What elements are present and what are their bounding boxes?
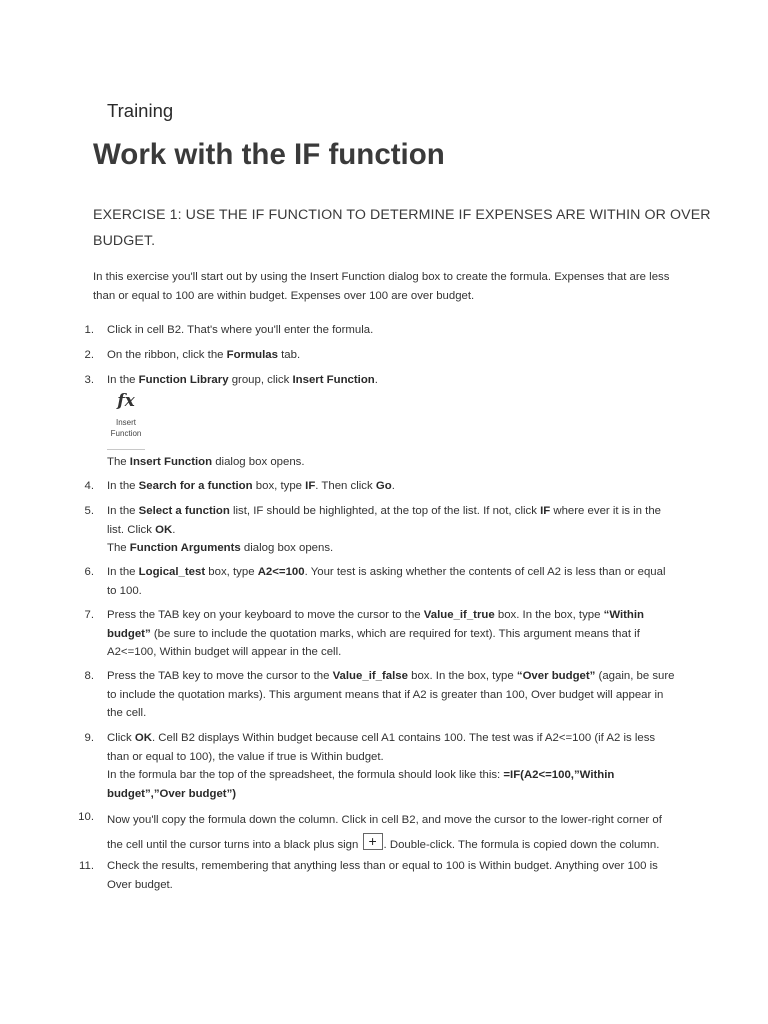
step-text: dialog box opens. [212, 456, 305, 468]
step-text: list, IF should be highlighted, at the top of the list. If not, click [229, 505, 541, 517]
step-emphasis: Function Arguments [129, 542, 241, 554]
step-number: 6. [84, 566, 94, 578]
step-emphasis: Search for a function [138, 480, 253, 492]
step-text: . [374, 374, 378, 386]
step-body [107, 346, 677, 365]
step-text: . Then click [315, 480, 376, 492]
step-text: (be sure to include the quotation marks, which are required for text). This argument means that if A2<=100, Within budget will appear in the cell. [107, 627, 640, 658]
step-emphasis: Formulas [226, 349, 278, 361]
step-text: On the ribbon, click the [107, 349, 227, 361]
step-text: Now you'll copy the formula down the column. Click in cell B2, and move the cursor to the lower-right corner of the cell until the cursor turns into a black plus sign [107, 814, 662, 851]
step-number: 11. [79, 860, 94, 872]
step-number: 4. [84, 480, 94, 492]
step-text: Check the results, remembering that anything less than or equal to 100 is Within budget. Anything over 100 is Over budget. [107, 860, 658, 891]
step-text: . Your test is asking whether the contents of cell A2 is less than or equal to 100. [107, 566, 666, 597]
step-text: In the formula bar the top of the spreadsheet, the formula should look like this: [107, 769, 504, 781]
step-text: Click in cell B2. That's where you'll enter the formula. [107, 324, 374, 336]
step-emphasis: =IF(A2<=100,”Within budget”,”Over budget”) [107, 769, 615, 800]
step-emphasis: IF [540, 505, 551, 517]
step-emphasis: “Over budget” [516, 670, 596, 682]
fx-label: Insert Function [110, 418, 142, 438]
step-emphasis: Value_if_true [423, 609, 495, 621]
step-emphasis: Function Library [138, 374, 229, 386]
step-text: dialog box opens. [240, 542, 334, 554]
step-text: box. In the box, type [494, 609, 604, 621]
step-text: . Double-click. The formula is copied down the column. [383, 839, 660, 851]
step-text: . [391, 480, 395, 492]
intro-paragraph: In this exercise you'll start out by using the Insert Function dialog box to create the formula. Expenses that are less than or equal to 100 are within budget. Expenses over 100 are over budget. [93, 271, 670, 302]
step-body [107, 808, 677, 858]
step-number: 5. [84, 505, 94, 517]
step-body [107, 606, 677, 662]
step-emphasis: Insert Function [292, 374, 375, 386]
step-emphasis: IF [305, 480, 316, 492]
step-text: group, click [228, 374, 293, 386]
step-body [107, 321, 677, 340]
step-text: The [107, 456, 130, 468]
step-body [107, 667, 677, 723]
step-body [107, 502, 677, 558]
step-emphasis: OK [155, 523, 173, 536]
step-number: 1. [84, 324, 94, 336]
step-text: tab. [277, 349, 301, 361]
step-body [107, 729, 677, 803]
step-emphasis: A2<=100 [257, 566, 305, 578]
step-text: . [172, 523, 176, 536]
step-number: 9. [84, 732, 94, 744]
step-text: Click [107, 732, 135, 744]
step-body [107, 563, 677, 600]
step-number: 3. [84, 374, 94, 386]
step-text: Press the TAB key on your keyboard to move the cursor to the [107, 609, 424, 621]
step-number: 10. [78, 811, 94, 823]
step-text: box, type [252, 480, 306, 492]
fx-symbol: fx [117, 391, 135, 411]
step-emphasis: OK [134, 732, 152, 744]
step-emphasis: Value_if_false [332, 670, 408, 682]
step-body [107, 857, 677, 894]
step-text: box. In the box, type [407, 670, 517, 682]
step-text: In the [107, 566, 139, 578]
step-number: 7. [84, 609, 94, 621]
step-body [107, 371, 677, 390]
step-text: In the [107, 505, 139, 517]
insert-function-icon [107, 389, 145, 450]
step-text: . Cell B2 displays Within budget because cell A1 contains 100. The test was if A2<=100 (if A2 is less than or equal to 100), the value if true is Within budget. [107, 732, 656, 763]
plus-sign-icon: + [363, 833, 383, 850]
step-text: Press the TAB key to move the cursor to the [107, 670, 333, 682]
step-text: where ever it is in the list. Click [107, 505, 661, 536]
step-text: In the [107, 480, 139, 492]
step-emphasis: Go [375, 480, 392, 492]
step-followup-text [107, 453, 677, 472]
page-title: Work with the IF function [93, 138, 445, 171]
section-label: Training [107, 100, 174, 121]
step-text: (again, be sure to include the quotation marks). This argument means that if A2 is greater than 100, Over budget will appear in the cell. [107, 670, 675, 719]
exercise-heading: EXERCISE 1: USE THE IF FUNCTION TO DETERMINE IF EXPENSES ARE WITHIN OR OVER BUDGET. [93, 207, 711, 249]
step-emphasis: Select a function [138, 505, 230, 517]
step-emphasis: “Within budget” [107, 609, 645, 640]
step-text: The [107, 542, 130, 554]
step-emphasis: Insert Function [129, 456, 213, 468]
step-number: 2. [84, 349, 94, 361]
step-text: In the [107, 374, 139, 386]
step-emphasis: Logical_test [138, 566, 206, 578]
step-number: 8. [84, 670, 94, 682]
step-body [107, 477, 677, 496]
step-text: box, type [205, 566, 258, 578]
